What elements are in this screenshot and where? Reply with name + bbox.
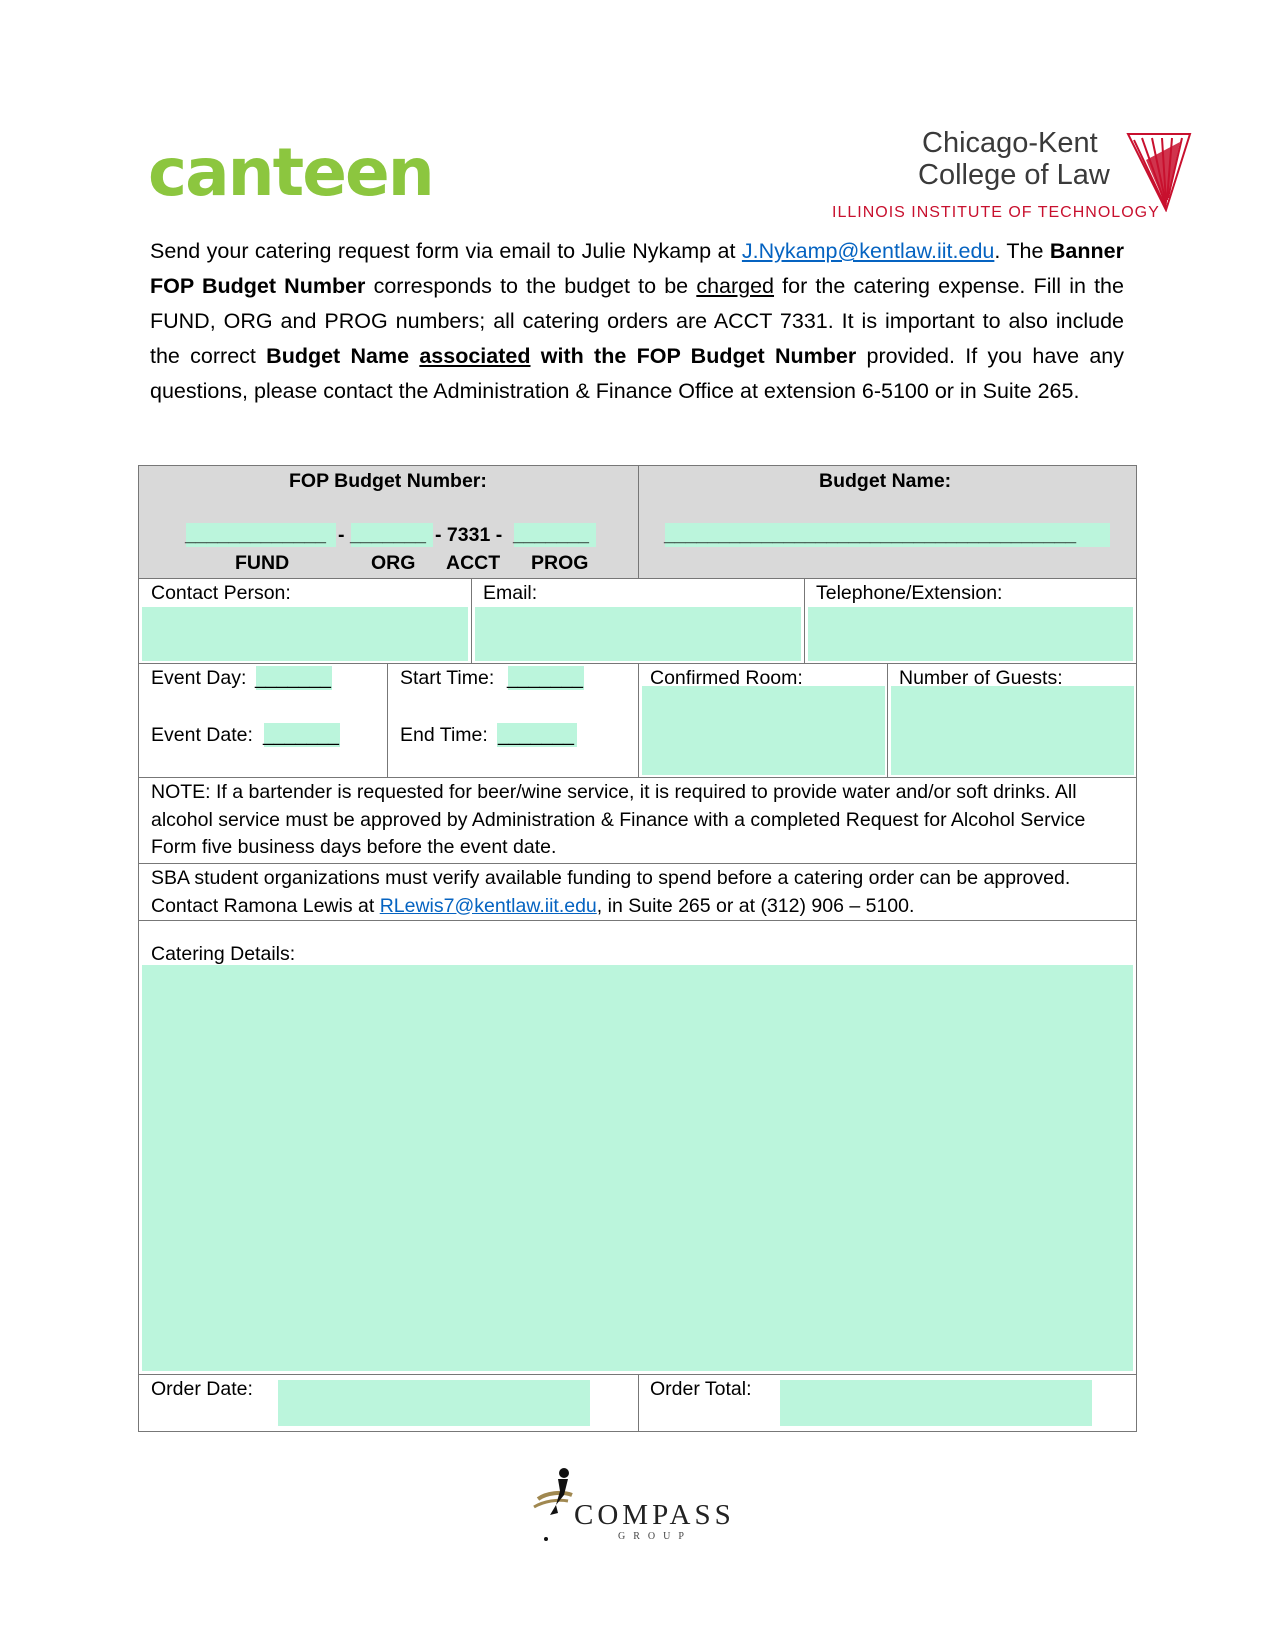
ck-logo-line2: College of Law	[918, 159, 1110, 191]
contact-label: Contact Person:	[151, 582, 291, 604]
org-blank: _______	[350, 524, 426, 546]
phone-input[interactable]	[808, 607, 1133, 661]
end-time-blank: _______	[498, 724, 574, 746]
org-label: ORG	[371, 552, 416, 574]
sba-note	[151, 865, 1126, 920]
contact-cell	[138, 578, 472, 664]
room-input[interactable]	[642, 686, 885, 775]
ck-logo-line1: Chicago-Kent	[922, 127, 1098, 159]
start-time-blank: _______	[507, 667, 583, 689]
prog-label: PROG	[531, 552, 589, 574]
intro-text: Send your catering request form via email to Julie Nykamp at	[150, 239, 742, 263]
sba-cell	[138, 863, 1137, 921]
compass-group-logo	[528, 1465, 768, 1545]
order-total-cell	[638, 1374, 1137, 1432]
acct-number: - 7331 -	[435, 524, 503, 546]
ck-triangle-mark-icon	[1126, 130, 1196, 212]
email-cell	[471, 578, 805, 664]
event-date-blank: _______	[263, 724, 339, 746]
room-label: Confirmed Room:	[650, 667, 803, 689]
budget-name-label: Budget Name:	[819, 470, 952, 492]
prog-blank: _______	[513, 524, 589, 546]
fop-dash: -	[338, 524, 345, 546]
contact-input[interactable]	[142, 607, 468, 661]
fop-label: FOP Budget Number:	[289, 470, 487, 492]
canteen-logo: canteen	[148, 134, 433, 211]
event-date-label: Event Date:	[151, 724, 253, 746]
catering-details-label: Catering Details:	[151, 943, 296, 965]
compass-group-word: GROUP	[618, 1531, 692, 1542]
intro-text: corresponds to the budget to be	[365, 274, 697, 298]
compass-word: COMPASS	[574, 1499, 735, 1531]
start-time-label: Start Time:	[400, 667, 495, 689]
intro-paragraph	[150, 234, 1124, 409]
phone-cell	[804, 578, 1137, 664]
email-input[interactable]	[475, 607, 801, 661]
catering-details-input[interactable]	[142, 965, 1133, 1371]
budget-name-blank: ______________________________________	[664, 524, 1077, 546]
fop-budget-cell	[138, 465, 639, 579]
intro-bold-fop2: with the FOP Budget Number	[530, 344, 857, 368]
chicago-kent-logo	[832, 127, 1203, 228]
phone-label: Telephone/Extension:	[816, 582, 1003, 604]
fund-label: FUND	[235, 552, 290, 574]
event-day-blank: _______	[255, 667, 331, 689]
acct-label: ACCT	[446, 552, 501, 574]
sba-text: , in Suite 265 or at (312) 906 – 5100.	[596, 894, 915, 917]
intro-bold-fop: Banner FOP Budget Number	[150, 239, 1124, 298]
order-date-label: Order Date:	[151, 1378, 253, 1400]
fund-blank: _____________	[185, 524, 326, 546]
event-day-label: Event Day:	[151, 667, 247, 689]
catering-details-cell	[138, 920, 1137, 1375]
order-total-input[interactable]	[780, 1380, 1092, 1426]
intro-text: . The	[994, 239, 1050, 263]
guests-label: Number of Guests:	[899, 667, 1063, 689]
room-cell	[638, 663, 888, 778]
email-label: Email:	[483, 582, 538, 604]
event-day-date-cell	[138, 663, 388, 778]
julie-email-link[interactable]: J.Nykamp@kentlaw.iit.edu	[741, 239, 995, 263]
order-date-input[interactable]	[278, 1380, 590, 1426]
intro-text: for the catering expense. Fill in the FUND, ORG and PROG numbers; all catering orders are ACCT 7331. It is important to also include the correct	[150, 274, 1124, 368]
ramona-email-link[interactable]: RLewis7@kentlaw.iit.edu	[379, 894, 597, 917]
intro-bold-budget-name: Budget Name	[266, 344, 420, 368]
time-cell	[387, 663, 639, 778]
end-time-label: End Time:	[400, 724, 488, 746]
note-cell	[138, 777, 1137, 864]
alcohol-note: NOTE: If a bartender is requested for beer/wine service, it is required to provide water and/or soft drinks. All alcohol service must be approved by Administration & Finance with a completed Request for Alcohol Service Form five business days before the event date.	[151, 781, 1086, 858]
ck-logo-line3: ILLINOIS INSTITUTE OF TECHNOLOGY	[832, 204, 1160, 221]
intro-text: provided. If you have any questions, please contact the Administration & Finance Office at extension 6-5100 or in Suite 265.	[150, 344, 1124, 403]
guests-input[interactable]	[891, 686, 1134, 775]
guests-cell	[887, 663, 1137, 778]
order-date-cell	[138, 1374, 639, 1432]
intro-bold-associated: associated	[419, 344, 531, 368]
intro-underline-charged: charged	[696, 274, 775, 298]
order-total-label: Order Total:	[650, 1378, 752, 1400]
sba-text: SBA student organizations must verify available funding to spend before a catering order can be approved. Contact Ramona Lewis at	[151, 867, 1071, 917]
budget-name-cell	[638, 465, 1137, 579]
